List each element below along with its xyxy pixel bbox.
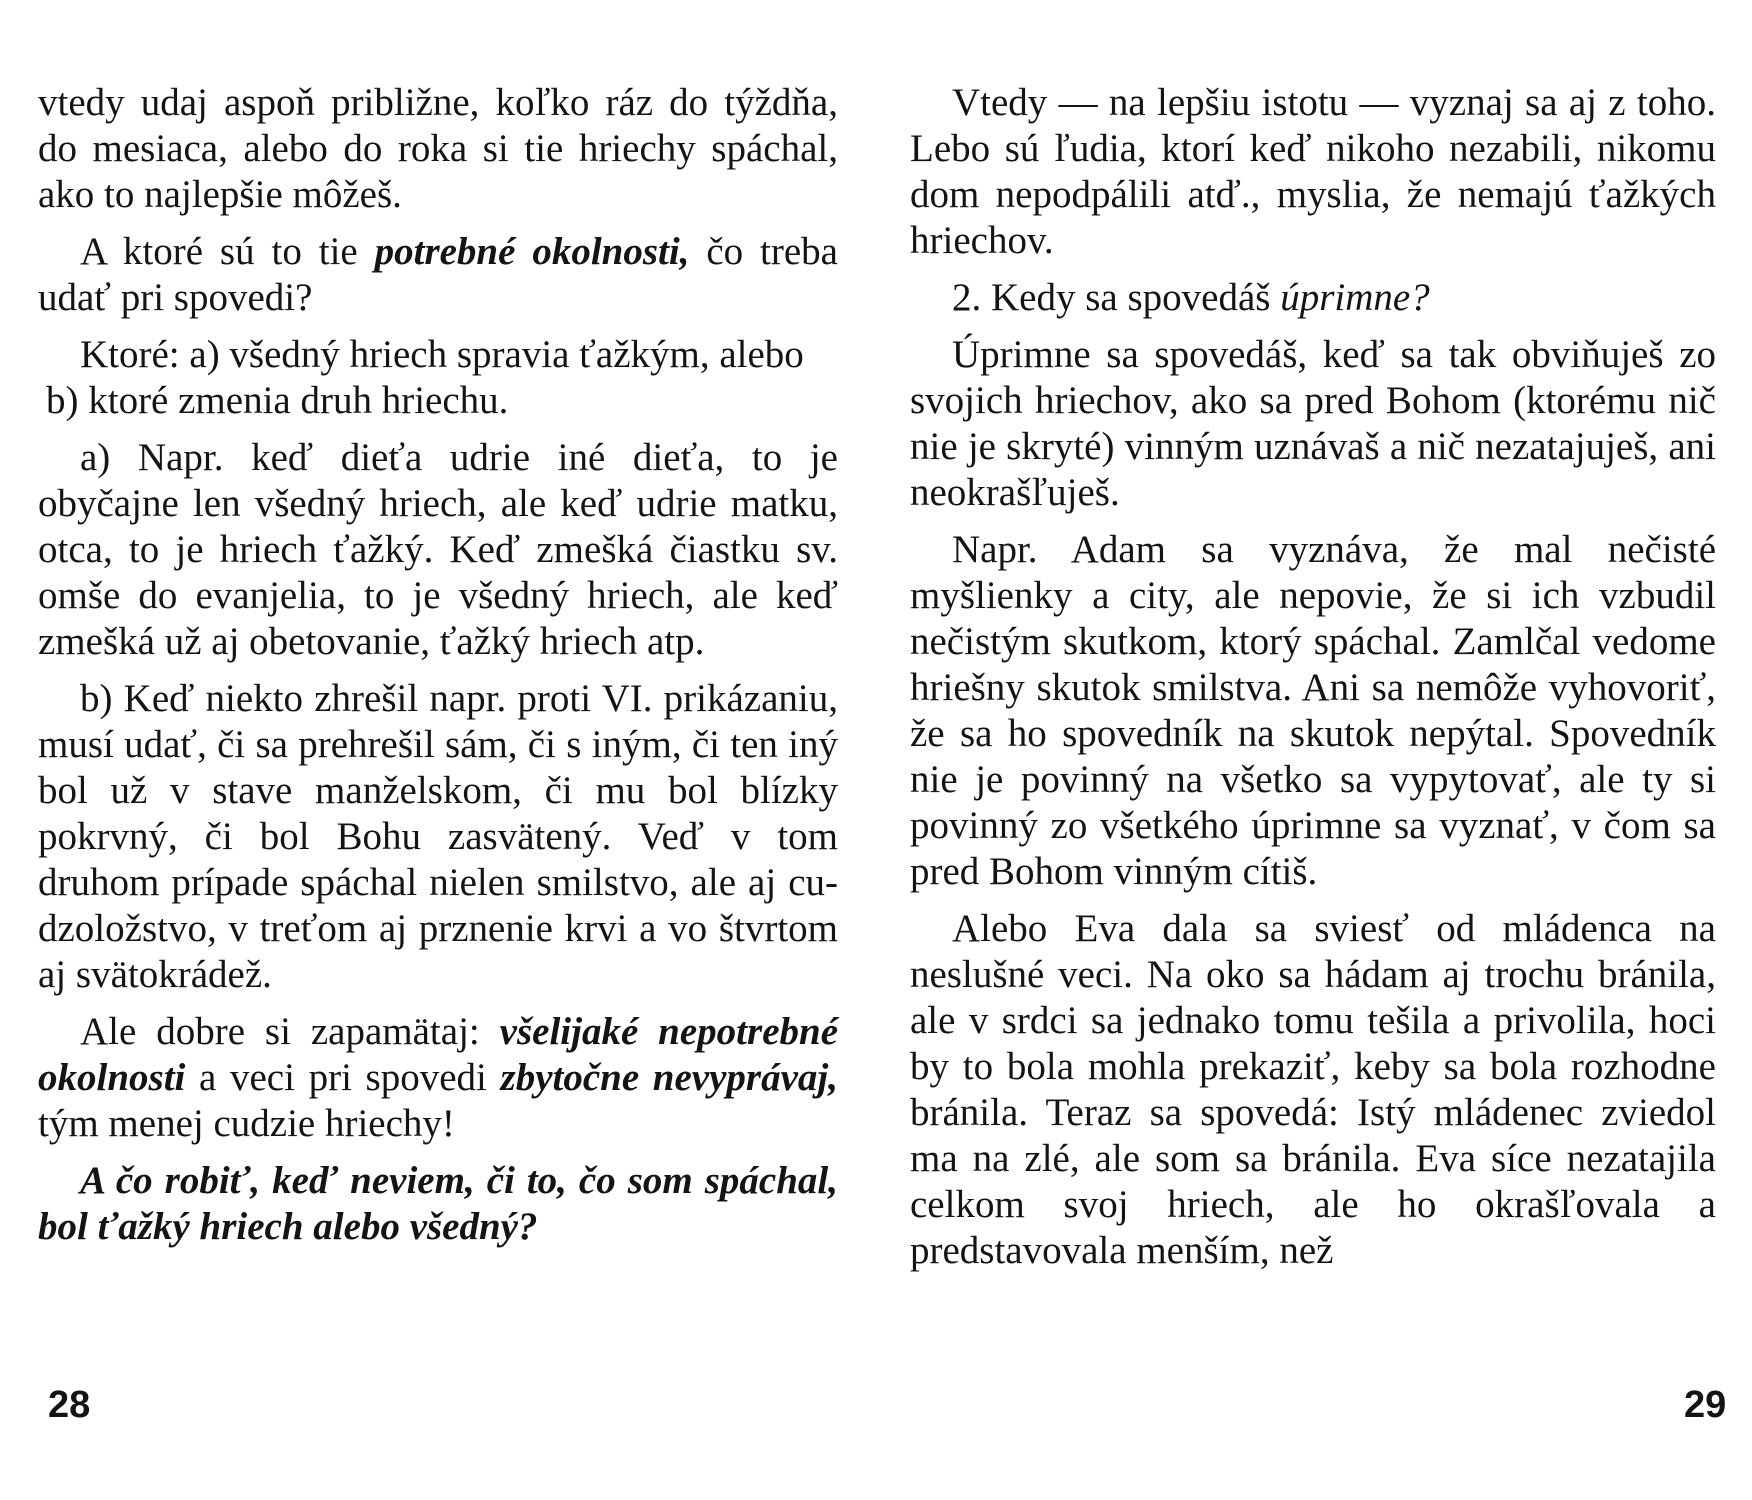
- text-run: 2. Kedy sa spovedáš: [952, 276, 1281, 319]
- paragraph-example-a: a) Napr. keď dieťa udrie iné dieťa, to je obyčajne len všedný hriech, ale keď udrie matku, otca, to je hriech ťažký. Keď zmešká čiastku sv. omše do evanjelia, to je všedný hriech, ale keď zmešká už aj obetovanie, ťažký hriech atp.: [38, 436, 838, 663]
- paragraph-question-doubt: A čo robiť, keď neviem, či to, čo som spáchal, bol ťažký hriech alebo všedný?: [38, 1159, 838, 1248]
- paragraph-question-sincerely: [910, 275, 1716, 321]
- paragraph-answer-b: b) ktoré zmenia druh hriechu.: [46, 379, 509, 422]
- text-run: čo treba udať pri spovedi?: [38, 230, 838, 319]
- right-page: [876, 0, 1752, 1500]
- paragraph: Vtedy — na lepšiu istotu — vyznaj sa aj z toho. Lebo sú ľudia, ktorí keď nikoho nezabili, nikomu dom nepodpálili atď., myslia, že nemajú ťažkých hriechov.: [910, 81, 1716, 262]
- left-page-text: [38, 80, 838, 1261]
- emphasis-text: všelijaké nepotrebné okolnosti: [38, 1010, 839, 1099]
- paragraph-example-eva: Alebo Eva dala sa sviesť od mládenca na neslušné veci. Na oko sa hádam aj trochu bránila, ale v srdci sa jednako tomu tešila a privolila, hoci by to bola mohla prekaziť, keby sa bola rozhodne bránila. Teraz sa spovedá: Istý mládenec zviedol ma na zlé, ale som sa bránila. Eva síce nezatajila celkom svoj hriech, ale ho okrašľovala a predstavovala menším, než: [910, 907, 1716, 1272]
- text-run: tým menej cudzie hriechy!: [38, 1102, 455, 1145]
- emphasis-text: úprimne?: [1280, 276, 1430, 319]
- text-run: Ale dobre si zapamätaj:: [80, 1010, 500, 1053]
- right-page-text: [910, 80, 1716, 1285]
- paragraph: vtedy udaj aspoň približne, koľko ráz do týždňa, do mesiaca, alebo do roka si tie hriechy spáchal, ako to najlepšie môžeš.: [38, 81, 838, 216]
- paragraph-example-adam: Napr. Adam sa vyznáva, že mal nečisté myšlienky a city, ale nepovie, že si ich vzbudil nečistým skutkom, ktorý spáchal. Zamlčal vedome hriešny skutok smilstva. Ani sa nemôže vyhovoriť, že sa ho spovedník na skutok nepýtal. Spovedník nie je povinný na všetko sa vypytovať, ale ty si povinný zo všetkého úprimne sa vyznať, v čom sa pred Bohom vinným cítiš.: [910, 528, 1716, 893]
- text-run: A ktoré sú to tie: [80, 230, 375, 273]
- paragraph: Úprimne sa spovedáš, keď sa tak obviňuješ zo svojich hriechov, ako sa pred Bohom (ktorému nič nie je skryté) vinným uznávaš a nič nezatajuješ, ani neokrašľuješ.: [910, 333, 1716, 514]
- paragraph-example-b: b) Keď niekto zhrešil napr. proti VI. prikázaniu, musí udať, či sa prehrešil sám, či s iným, či ten iný bol už v stave manželskom, či mu bol blízky pokrvný, či bol Bohu zasvätený. Veď v tom druhom prípade spáchal nielen smilstvo, ale aj cudzoložstvo, v treťom aj prznenie krvi a vo štvrtom aj svätokrádež.: [38, 677, 838, 996]
- emphasis-text: potrebné okolnosti,: [374, 230, 690, 273]
- page-number: 29: [1684, 1384, 1727, 1426]
- page-number: 28: [48, 1384, 91, 1426]
- paragraph-question-circumstances: [38, 229, 838, 321]
- paragraph-warning: [38, 1009, 838, 1147]
- paragraph-answer-a: Ktoré: a) všedný hriech spravia ťažkým, alebo: [80, 333, 804, 376]
- text-run: a veci pri spovedi: [185, 1056, 501, 1099]
- emphasis-text: zbytočne nevyprávaj,: [500, 1056, 838, 1099]
